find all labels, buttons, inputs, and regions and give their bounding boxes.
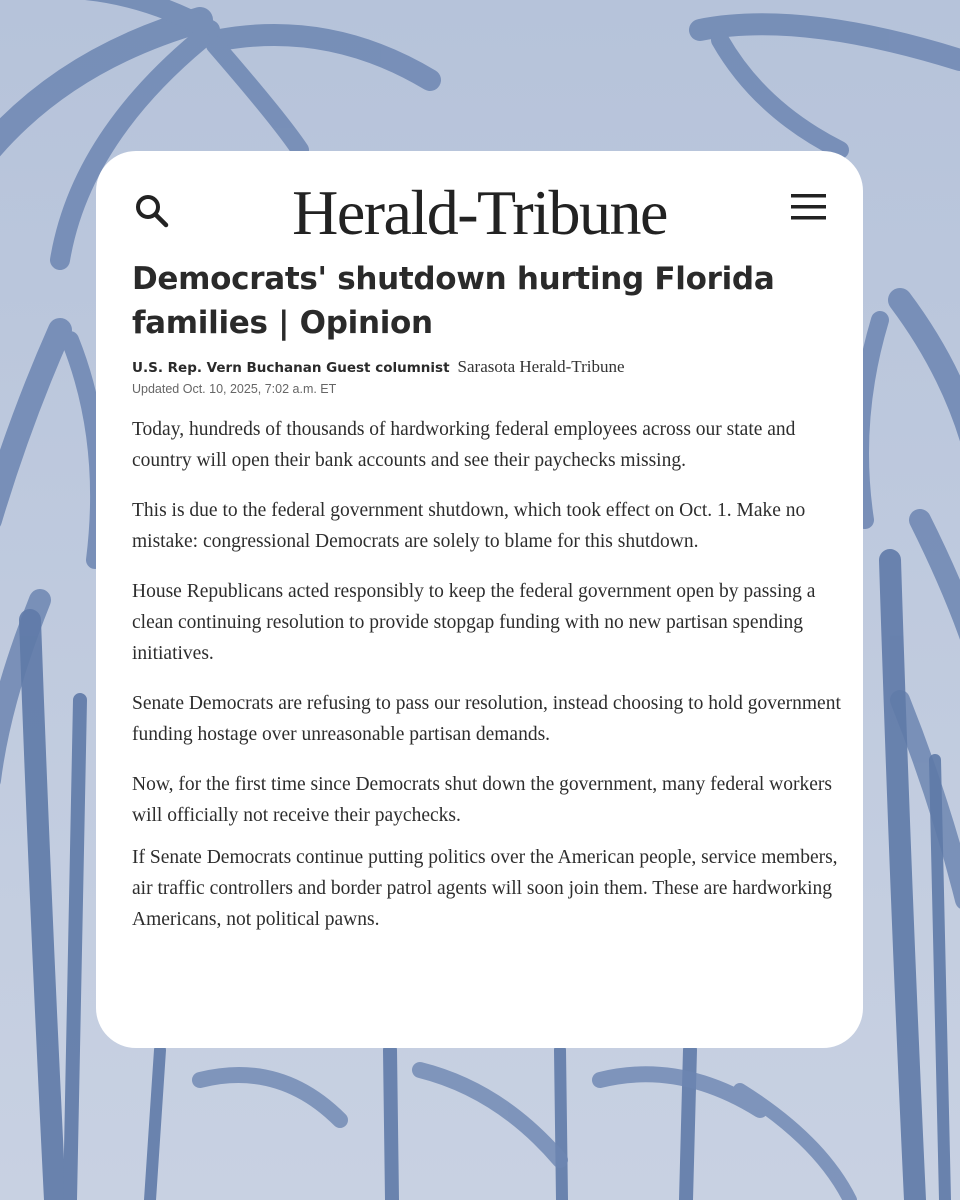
article-paragraph: This is due to the federal government shutdown, which took effect on Oct. 1. Make no mistake: congressional Democrats are solely to blame for this shutdown. (132, 500, 806, 552)
publication-name: Sarasota Herald-Tribune (457, 357, 625, 376)
article-paragraph: Senate Democrats are refusing to pass our resolution, instead choosing to hold government funding hostage over unreasonable partisan demands. (132, 693, 841, 745)
article-headline: Democrats' shutdown hurting Florida families | Opinion (132, 261, 775, 341)
hamburger-menu-icon[interactable] (790, 191, 828, 223)
article-paragraph: House Republicans acted responsibly to keep the federal government open by passing a clean continuing resolution to provide stopgap funding with no new partisan spending initiatives. (132, 581, 816, 664)
author-name[interactable]: U.S. Rep. Vern Buchanan Guest columnist (132, 360, 450, 376)
article-card (96, 151, 863, 1048)
masthead-logo[interactable]: Herald-Tribune (292, 177, 667, 248)
article-paragraph: Today, hundreds of thousands of hardworking federal employees across our state and country will open their bank accounts and see their paychecks missing. (132, 419, 796, 471)
article-body (132, 414, 842, 954)
article-paragraph: If Senate Democrats continue putting politics over the American people, service members, air traffic controllers and border patrol agents will soon join them. These are hardworking Americans, not political pawns. (132, 847, 838, 930)
article-paragraph: Now, for the first time since Democrats shut down the government, many federal workers will officially not receive their paychecks. (132, 774, 832, 826)
updated-timestamp: Updated Oct. 10, 2025, 7:02 a.m. ET (132, 382, 337, 396)
byline (132, 356, 832, 379)
